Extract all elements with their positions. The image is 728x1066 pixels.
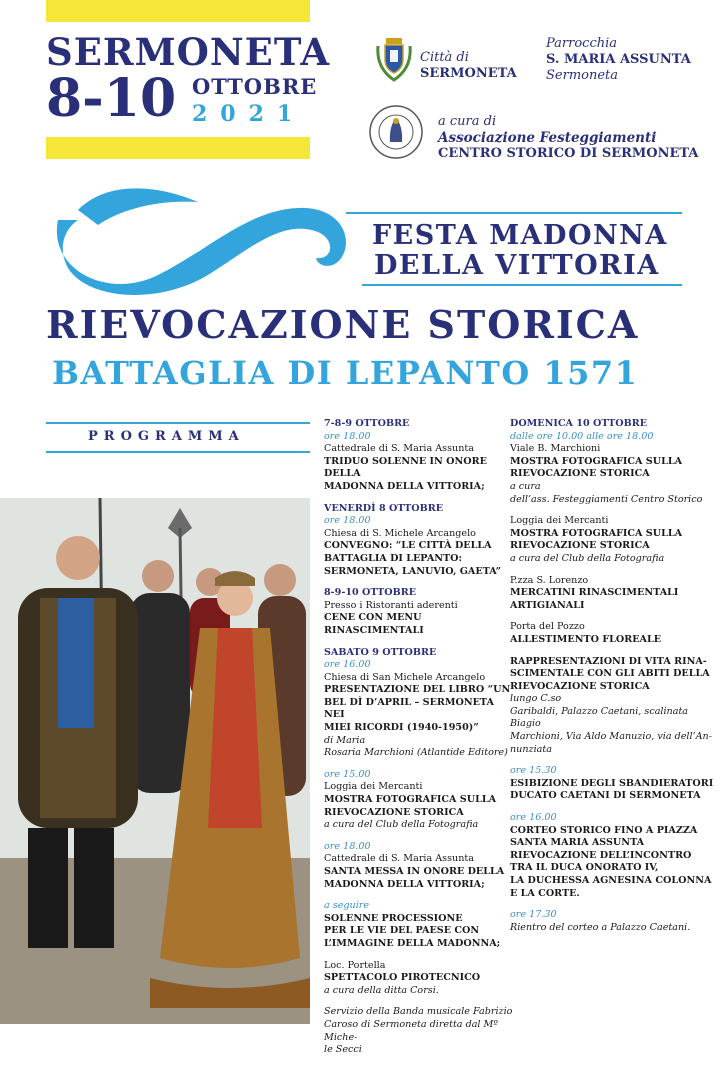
entry-title: SERMONETA, LANUVIO, GAETA” (324, 565, 502, 577)
entry-title: LA DUCHESSA AGNESINA COLONNA (510, 875, 712, 886)
entry-title: RIEVOCAZIONE STORICA (510, 680, 650, 692)
entry-title: ESIBIZIONE DEGLI SBANDIERATORI (510, 777, 714, 789)
association-seal-icon (368, 104, 424, 160)
entry-title: PER LE VIE DEL PAESE CON (324, 925, 480, 937)
entry-time: ore 15.00 (324, 768, 371, 780)
entry-day-heading: 7-8-9 OTTOBRE (324, 418, 410, 429)
program-entry (510, 765, 715, 803)
entry-spacer (510, 647, 715, 656)
entry-note: Garibaldi, Palazzo Caetani, scalinata Biagio (510, 705, 689, 730)
entry-location: Chiesa di S. Michele Arcangelo (324, 527, 476, 539)
entry-time: ore 18.00 (324, 515, 371, 527)
entry-note: a cura del Club della Fotografia (324, 819, 479, 831)
entry-location: Presso i Ristoranti aderenti (324, 599, 458, 611)
entry-note: lungo C.so (510, 693, 562, 705)
entry-note: a cura della ditta Corsi. (324, 984, 439, 996)
entry-note: Servizio della Banda musicale Fabrizio (324, 1006, 513, 1018)
program-entry (510, 515, 715, 565)
association-center: CENTRO STORICO DI SERMONETA (438, 146, 699, 161)
battaglia-subtitle: BATTAGLIA DI LEPANTO 1571 (52, 354, 639, 392)
program-entry (324, 900, 514, 950)
parish-name: S. MARIA ASSUNTA (546, 52, 691, 67)
entry-title: ARTIGIANALI (510, 599, 585, 611)
program-entry (324, 960, 514, 998)
top-yellow-bar (46, 0, 310, 22)
program-entry (510, 575, 715, 613)
entry-spacer (324, 891, 514, 900)
entry-title: RIEVOCAZIONE DELL’INCONTRO (510, 849, 692, 861)
festa-title-line2: DELLA VITTORIA (374, 250, 660, 281)
entry-spacer (510, 900, 715, 909)
city-logo-text (420, 50, 517, 82)
entry-time: ore 17.30 (510, 909, 557, 921)
entry-spacer (324, 997, 514, 1006)
entry-location: Chiesa di San Michele Arcangelo (324, 671, 486, 683)
parish-logo-text (546, 36, 691, 84)
entry-title: BATTAGLIA DI LEPANTO: (324, 552, 463, 564)
association-name: Associazione Festeggiamenti (438, 130, 657, 146)
entry-title: RIEVOCAZIONE STORICA (510, 540, 650, 552)
entry-note: Rientro del corteo a Palazzo Caetani. (510, 921, 691, 933)
program-entry (510, 656, 715, 757)
entry-spacer (324, 494, 514, 503)
entry-spacer (324, 951, 514, 960)
programma-top-rule (46, 422, 310, 424)
entry-spacer (324, 638, 514, 647)
entry-title: BEL DÌ D’APRIL – SERMONETA NEI (324, 696, 494, 721)
entry-title: SOLENNE PROCESSIONE (324, 912, 463, 924)
entry-title: ALLESTIMENTO FLOREALE (510, 633, 662, 645)
program-entry (324, 503, 514, 579)
swirl-ornament-icon (48, 180, 368, 310)
entry-day-heading: VENERDÌ 8 OTTOBRE (324, 502, 444, 514)
entry-note: Caroso di Sermoneta diretta dal Mº Miche- (324, 1018, 498, 1043)
entry-title: MOSTRA FOTOGRAFICA SULLA (510, 455, 683, 467)
historical-costume-photo (0, 498, 310, 1024)
entry-spacer (324, 760, 514, 769)
entry-title: RIEVOCAZIONE STORICA (324, 806, 464, 818)
entry-title: MADONNA DELLA VITTORIA; (324, 480, 485, 492)
entry-spacer (324, 832, 514, 841)
entry-time: ore 15.30 (510, 765, 557, 777)
entry-title: RAPPRESENTAZIONI DI VITA RINA- (510, 655, 707, 667)
entry-time: a seguire (324, 900, 370, 912)
entry-location: Loggia dei Mercanti (510, 515, 609, 527)
entry-title: SANTA MARIA ASSUNTA (510, 837, 645, 849)
event-year: 2021 (192, 101, 306, 127)
program-entry (324, 587, 514, 637)
festa-title-line1: FESTA MADONNA (372, 220, 668, 251)
entry-title: TRA IL DUCA ONORATO IV, (510, 862, 659, 874)
entry-day-heading: 8-9-10 OTTOBRE (324, 587, 417, 599)
entry-title: MIEI RICORDI (1940-1950)” (324, 722, 479, 734)
entry-note: Rosaria Marchioni (Atlantide Editore) (324, 747, 508, 759)
entry-note: nunziata (510, 743, 552, 755)
rievocazione-title: RIEVOCAZIONE STORICA (46, 302, 640, 347)
header-yellow-bar (46, 137, 310, 159)
entry-location: Cattedrale di S. Maria Assunta (324, 443, 474, 455)
program-column-1 (324, 418, 514, 1066)
entry-title: MERCATINI RINASCIMENTALI (510, 587, 679, 599)
entry-title: TRIDUO SOLENNE IN ONORE DELLA (324, 455, 487, 480)
program-entry (324, 647, 514, 760)
association-logo-text (438, 114, 698, 162)
entry-title: PRESENTAZIONE DEL LIBRO “UN (324, 684, 511, 696)
program-entry (510, 418, 715, 506)
entry-time: ore 16.00 (510, 812, 557, 824)
entry-title: MOSTRA FOTOGRAFICA SULLA (324, 794, 497, 806)
entry-title: CONVEGNO: “LE CITTÀ DELLA (324, 540, 492, 552)
entry-title: CORTEO STORICO FINO A PIAZZA (510, 824, 698, 836)
program-entry (510, 909, 715, 934)
entry-title: L’IMMAGINE DELLA MADONNA; (324, 937, 501, 949)
program-entry (510, 812, 715, 900)
entry-title: DUCATO CAETANI DI SERMONETA (510, 790, 701, 802)
festa-bottom-rule (362, 284, 682, 286)
entry-title: SCIMENTALE CON GLI ABITI DELLA (510, 668, 710, 680)
entry-location: Cattedrale di S. Maria Assunta (324, 853, 474, 865)
program-column-2 (510, 418, 715, 943)
entry-note: a cura (510, 480, 541, 492)
program-entry (324, 769, 514, 832)
entry-time: dalle ore 10.00 alle ore 18.00 (510, 430, 654, 442)
entry-title: SPETTACOLO PIROTECNICO (324, 972, 481, 984)
entry-spacer (324, 1057, 514, 1066)
entry-title: E LA CORTE. (510, 887, 580, 899)
entry-title: MADONNA DELLA VITTORIA; (324, 878, 485, 890)
entry-location: Loggia dei Mercanti (324, 781, 423, 793)
program-entry (510, 621, 715, 646)
entry-spacer (324, 578, 514, 587)
programma-bottom-rule (46, 451, 310, 453)
association-label: a cura di (438, 114, 497, 129)
entry-title: CENE CON MENU RINASCIMENTALI (324, 612, 424, 636)
entry-title: SANTA MESSA IN ONORE DELLA (324, 866, 505, 877)
entry-location: Viale B. Marchioni (510, 443, 601, 455)
festa-top-rule (346, 212, 682, 214)
entry-title: RIEVOCAZIONE STORICA (510, 468, 650, 480)
entry-note: di Maria (324, 734, 366, 746)
entry-day-heading: SABATO 9 OTTOBRE (324, 646, 437, 658)
entry-location: Porta del Pozzo (510, 621, 585, 633)
entry-time: ore 18.00 (324, 840, 371, 852)
entry-spacer (510, 803, 715, 812)
event-month: OTTOBRE (192, 74, 318, 99)
entry-day-heading: DOMENICA 10 OTTOBRE (510, 418, 648, 429)
event-dates: 8-10 (46, 68, 177, 129)
entry-time: ore 16.00 (324, 659, 371, 671)
entry-title: MOSTRA FOTOGRAFICA SULLA (510, 527, 683, 539)
program-entry (324, 418, 514, 494)
entry-location: P.zza S. Lorenzo (510, 574, 589, 586)
entry-spacer (510, 612, 715, 621)
entry-location: Loc. Portella (324, 959, 386, 971)
entry-spacer (510, 934, 715, 943)
entry-note: Marchioni, Via Aldo Manuzio, via dell’An- (510, 731, 712, 743)
program-entry (324, 841, 514, 891)
town-title: SERMONETA (46, 30, 331, 74)
entry-note: dell’ass. Festeggiamenti Centro Storico (510, 493, 703, 505)
city-crest-icon (374, 32, 414, 82)
parish-label: Parrocchia (546, 36, 618, 51)
parish-town: Sermoneta (546, 68, 619, 83)
entry-note: a cura del Club della Fotografia (510, 552, 665, 564)
entry-spacer (510, 756, 715, 765)
entry-spacer (510, 566, 715, 575)
entry-note: le Secci (324, 1044, 362, 1056)
city-label: Città di (420, 50, 469, 65)
program-entry (324, 1006, 514, 1056)
programma-label: PROGRAMMA (88, 429, 245, 444)
city-name: SERMONETA (420, 66, 517, 81)
entry-spacer (510, 506, 715, 515)
entry-time: ore 18.00 (324, 430, 371, 442)
